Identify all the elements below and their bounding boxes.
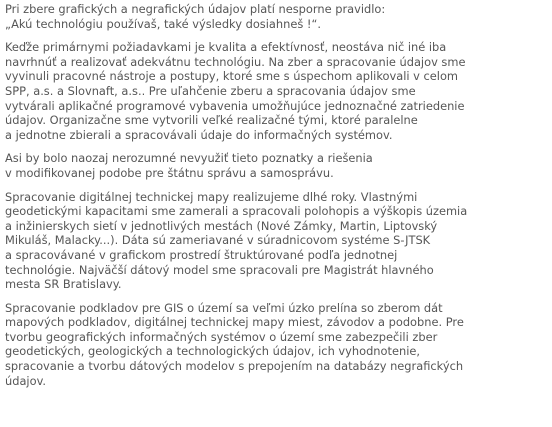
text-line: a spracovávané v grafickom prostredí štruktúrované podľa jednotnej (5, 247, 398, 262)
text-line: Asi by bolo naozaj nerozumné nevyužiť tieto poznatky a riešenia (5, 151, 373, 166)
text-line: Pri zbere grafických a negrafických údajov platí nesporne pravidlo: (5, 2, 386, 16)
text-line: geodetickými kapacitami sme zamerali a spracovali polohopis a výškopis územia (5, 204, 468, 219)
text-line: mesta SR Bratislavy. (5, 277, 122, 292)
text-line: v modifikovanej podobe pre štátnu správu a samosprávu. (5, 165, 334, 180)
paragraph-gis (5, 301, 547, 389)
text-line: Mikuláš, Malacky...). Dáta sú zameriavané v súradnicovom systéme S-JTSK (5, 233, 431, 248)
paragraph-intro (5, 2, 547, 31)
paragraph-technical-map (5, 190, 547, 292)
text-line: vyvinuli pracovné nástroje a postupy, ktoré sme s úspechom aplikovali v celom (5, 69, 459, 84)
article-body (5, 2, 547, 397)
text-line: údajov. Organizačne sme vytvorili veľké realizačné tými, ktoré paralelne (5, 113, 418, 128)
text-line: Spracovanie digitálnej technickej mapy realizujeme dlhé roky. Vlastnými (5, 189, 418, 204)
paragraph-state-admin (5, 151, 547, 180)
text-line: tvorbu geografických informačných systémov o území sme zabezpečili zber (5, 329, 438, 344)
text-line: geodetických, geologických a technologických údajov, ich vyhodnotenie, (5, 344, 420, 359)
text-line: mapových podkladov, digitálnej technickej mapy miest, závodov a podobne. Pre (5, 315, 464, 330)
text-line: navrhnúť a realizovať adekvátnu technológiu. Na zber a spracovanie údajov sme (5, 54, 466, 69)
text-line: SPP, a.s. a Slovnaft, a.s.. Pre uľahčenie zberu a spracovania údajov sme (5, 83, 416, 98)
text-line: vytvárali aplikačné programové vybavenia umožňujúce jednoznačné zatriedenie (5, 98, 465, 113)
text-line: „Akú technológiu používaš, také výsledky dosiahneš !“. (5, 16, 321, 31)
text-line: a jednotne zbierali a spracovávali údaje do informačných systémov. (5, 127, 393, 142)
text-line: spracovanie a tvorbu dátových modelov s prepojením na databázy negrafických (5, 359, 464, 374)
text-line: Keďže primárnymi požiadavkami je kvalita a efektívnosť, neostáva nič iné iba (5, 40, 447, 55)
text-line: technológie. Najväčší dátový model sme spracovali pre Magistrát hlavného (5, 262, 434, 277)
text-line: a inžinierskych sietí v jednotlivých mestách (Nové Zámky, Martin, Liptovský (5, 218, 438, 233)
paragraph-quality (5, 40, 547, 142)
text-line: Spracovanie podkladov pre GIS o území sa veľmi úzko prelína so zberom dát (5, 300, 443, 315)
text-line: údajov. (5, 373, 47, 388)
